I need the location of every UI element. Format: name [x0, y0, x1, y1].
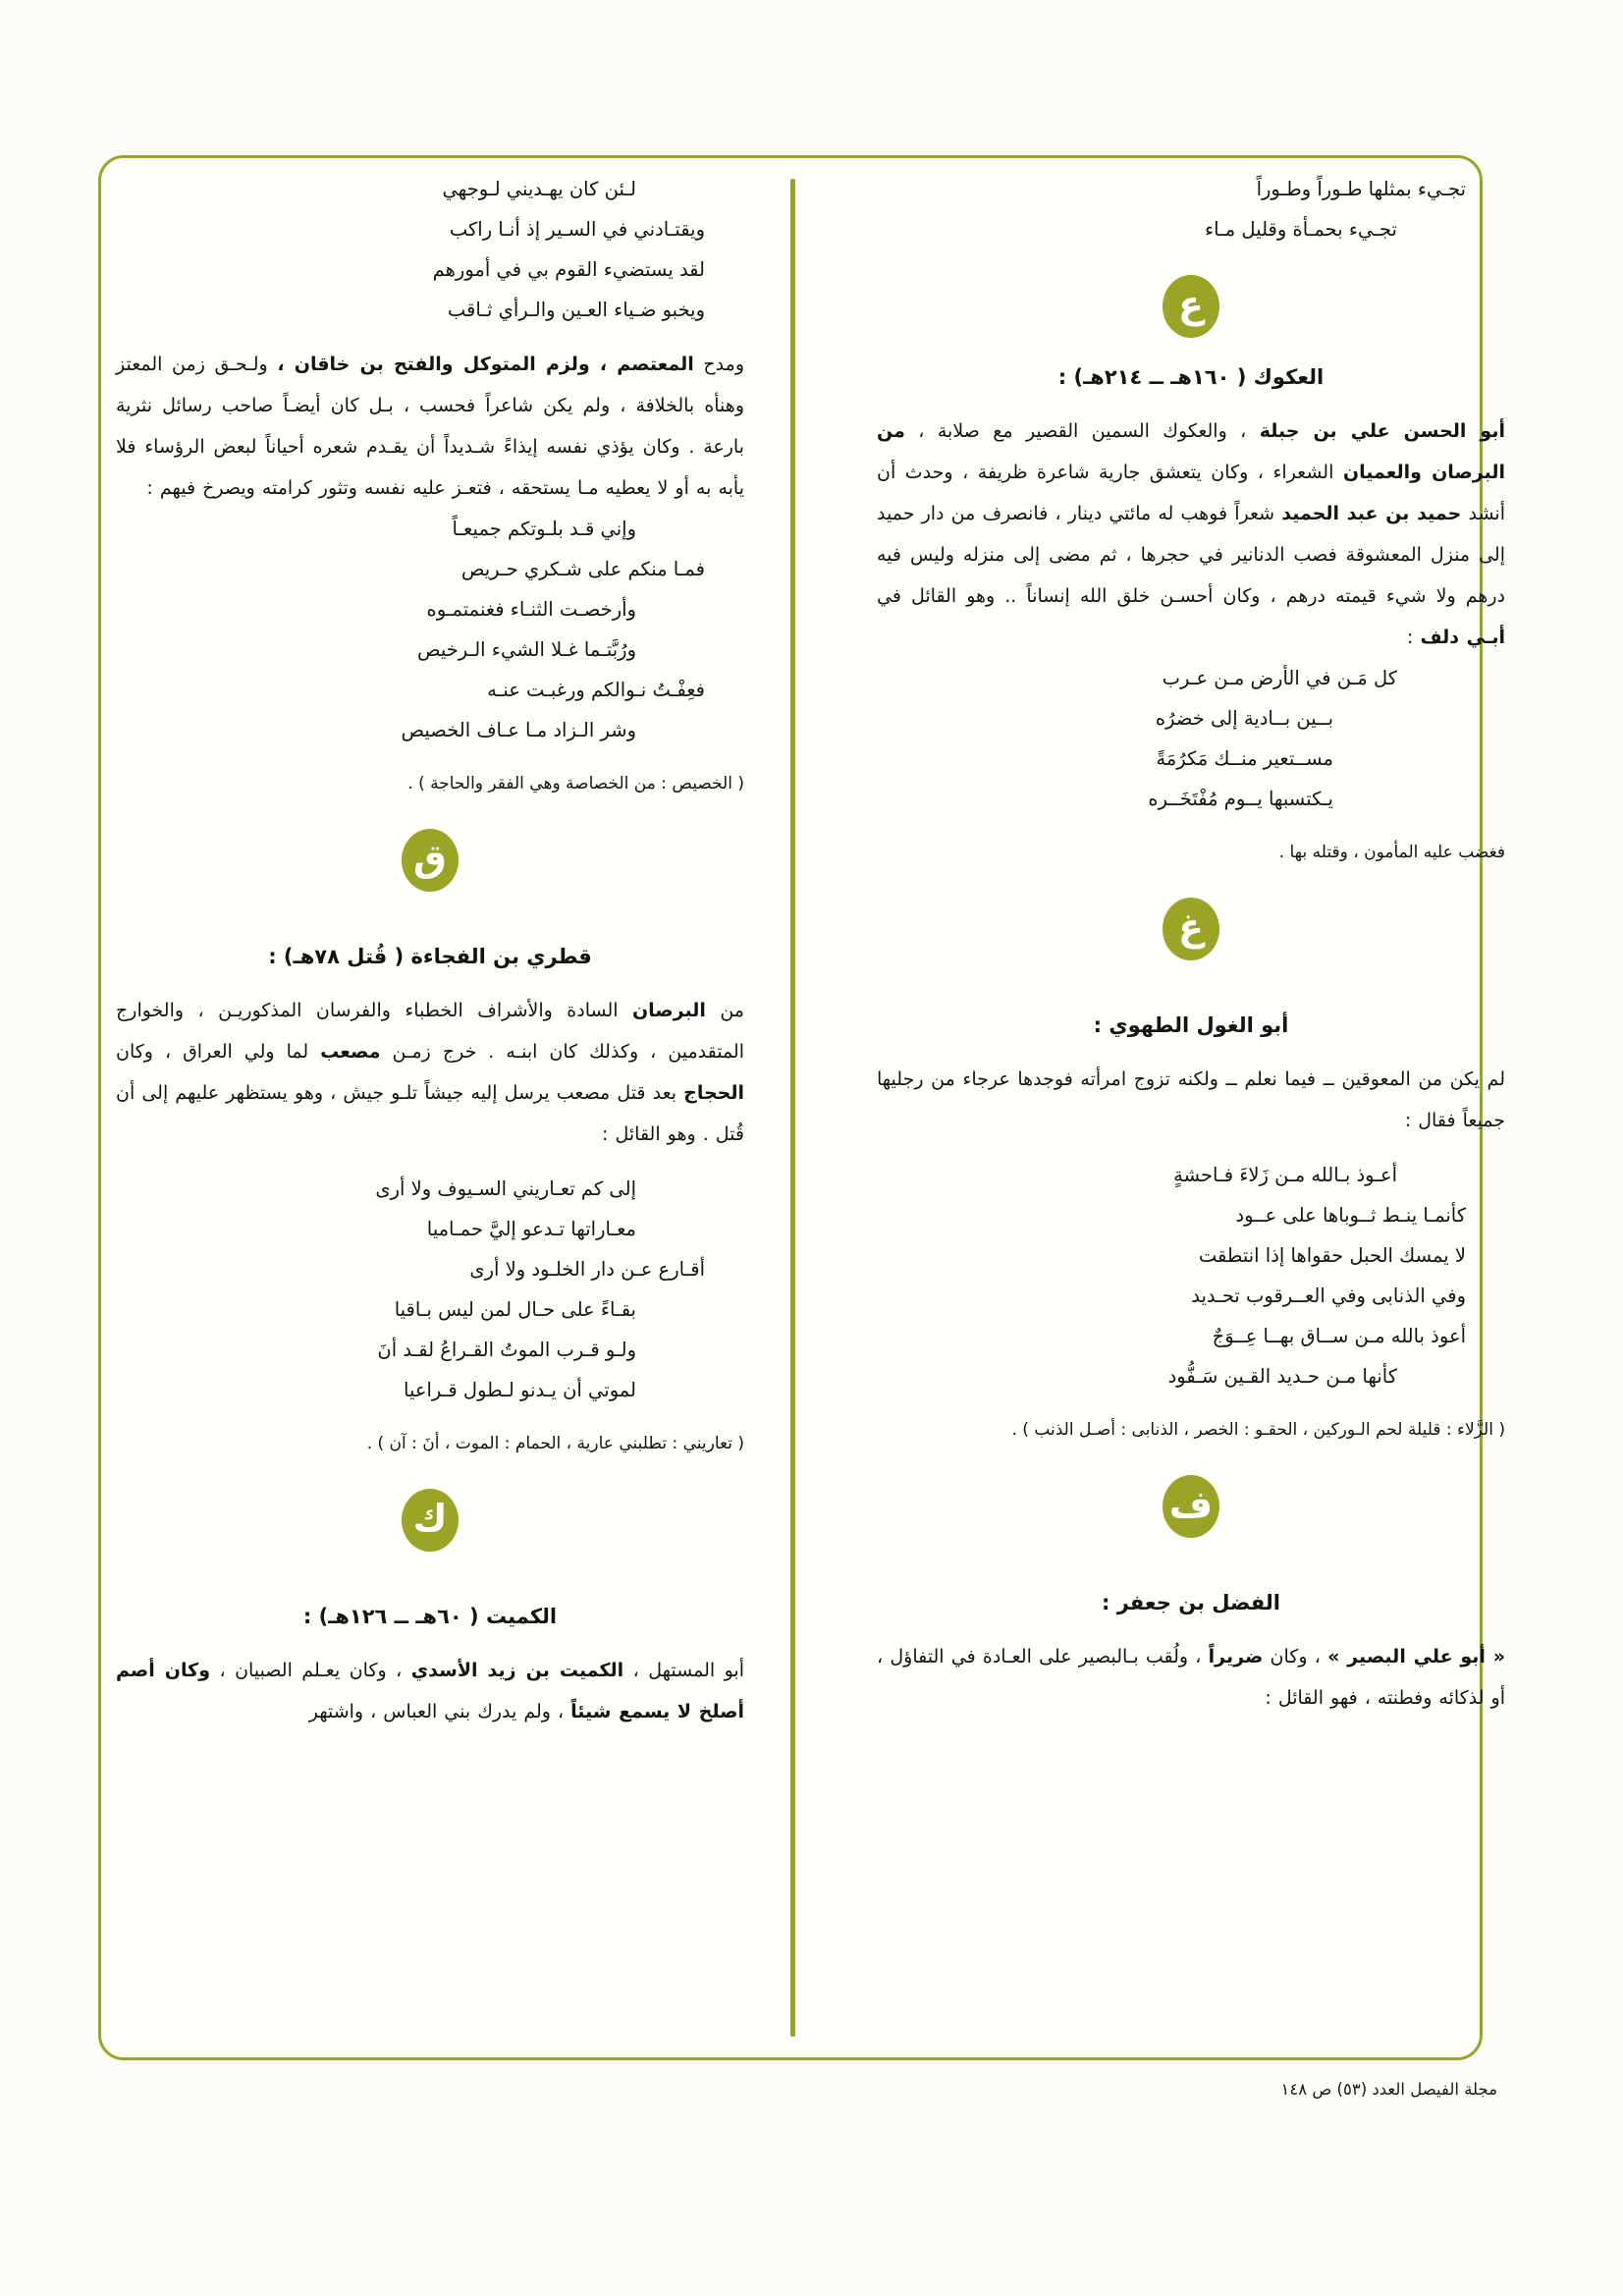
section-heading-ukuk: العكوك ( ١٦٠هـ ــ ٢١٤هـ) : [1057, 365, 1325, 389]
section-paragraph-ukuk [877, 410, 1505, 658]
verse-line: إلى كم تعـاريني السـيوف ولا أرى [375, 1177, 636, 1200]
verse-line: لقد يستضيء القوم بي في أمورهم [432, 258, 705, 281]
emphasis-text: مصعب [320, 1041, 381, 1063]
emphasis-text: حميد بن عبد الحميد [1281, 503, 1462, 524]
section-paragraph-qatari [116, 990, 744, 1155]
section-footnote-abu-alghoul: ( الزَّلاء : قليلة لحم الـوركين ، الحقـو : الخصر ، الذنابى : أصـل الذنب ) . [1011, 1420, 1505, 1440]
verse-line: أقـارع عـن دار الخلـود ولا أرى [469, 1258, 705, 1281]
section-heading-qatari: قطري بن الفجاءة ( قُتل ٧٨هـ) : [268, 945, 592, 968]
body-text: لما ولي العراق ، وكان [116, 1041, 321, 1063]
emphasis-text: البرصان [631, 1000, 706, 1021]
emphasis-text: وكان أصم أصلخ لا يسمع شيئاً [116, 1660, 744, 1722]
section-badge-ghain [877, 898, 1505, 960]
body-text: شعراً فوهب له مائتي دينار ، فانصرف من دار حميد إلى منزل المعشوقة فصب الدنانير في حجرها ، ثم مضى إلى منزله وليس فيه درهم ولا شيء قيمته درهم ، وكان أحسـن خلق الله إنساناً .. وهو القائل في [877, 503, 1505, 607]
section-paragraph-kumayt [116, 1650, 744, 1732]
body-text: من [705, 1000, 744, 1021]
verse-line: كأنمـا ينـط ثــوباها على عــود [1235, 1204, 1466, 1227]
section-paragraph-fadl [877, 1636, 1505, 1719]
body-text: ، وكان [1263, 1646, 1328, 1667]
body-text: ، والعكوك السمين القصير مع صلابة ، [904, 420, 1260, 442]
verse-line: وفي الذنابى وفي العــرقوب تحـديد [1191, 1285, 1466, 1307]
section-closing-ukuk: فغضب عليه المأمون ، وقتله بها . [1278, 843, 1505, 862]
section-heading-fadl: الفضل بن جعفر : [1102, 1591, 1280, 1614]
emphasis-text: أبـي دلف [1420, 627, 1505, 648]
verse-line: ويخبو ضـياء العـين والـرأي ثـاقب [447, 299, 705, 321]
verse-line: ورُبَّتـما غـلا الشيء الـرخيص [416, 638, 636, 661]
emphasis-text: من البرصان والعميان [877, 420, 1506, 483]
verse-line: وأرخصـت الثنـاء فغنمتمـوه [426, 598, 636, 621]
verse-line: وشر الـزاد مـا عـاف الخصيص [401, 719, 636, 741]
fa-letter-badge: ف [1163, 1475, 1219, 1538]
emphasis-text: الكميت بن زيد الأسدي [410, 1660, 624, 1681]
emphasis-text: المعتصم ، ولزم المتوكل والفتح بن خاقان ، [277, 354, 694, 375]
emphasis-text: ضريراً [1208, 1646, 1264, 1667]
right-column [877, 169, 1505, 1719]
ghain-letter-badge: غ [1163, 898, 1219, 960]
verse-line: فعِفْـتُ نـوالكم ورغبـت عنـه [487, 679, 705, 701]
kaf-letter-badge: ك [402, 1489, 459, 1552]
emphasis-text: « أبو علي البصير » [1327, 1646, 1505, 1667]
left-footnote-khaseess: ( الخصيص : من الخصاصة وهي الفقر والحاجة ) . [407, 774, 744, 793]
left-column [116, 169, 744, 1732]
body-text: أبو المستهل ، [623, 1660, 744, 1681]
body-text: السادة والأشراف الخطباء والفرسان المذكوريـن ، والخوارج المتقدمين ، وكذلك كان ابنـه . خرج زمـن [116, 1000, 744, 1063]
body-text: ، وكان يعـلم الصبيان ، [210, 1660, 411, 1681]
body-text: ، ولم يدرك بني العباس ، واشتهر [308, 1701, 571, 1722]
section-footnote-qatari: ( تعاريني : تطلبني عارية ، الحمام : الموت ، أنَ : آن ) . [366, 1434, 744, 1453]
section-heading-abu-alghoul: أبو الغول الطهوي : [1093, 1013, 1289, 1037]
emphasis-text: أبو الحسن علي بن جبلة [1259, 420, 1505, 442]
verse-line: فمـا منكم على شـكري حـريص [460, 558, 705, 580]
verse-line: كأنها مـن حـديد القـين سَـفُّود [1167, 1365, 1397, 1388]
verse-line: لـئن كان يهـديني لـوجهي [442, 178, 636, 200]
left-intro-paragraph [116, 344, 744, 509]
body-text: ومدح [693, 354, 744, 375]
body-text: ، ولُقب بـالبصير على العـادة في التفاؤل ، أو لذكائه وفطنته ، فهو القائل : [877, 1646, 1505, 1709]
verse-line: تجـيء بحمـأة وقليل مـاء [1204, 218, 1397, 241]
section-badge-kaf [116, 1489, 744, 1552]
section-heading-kumayt: الكميت ( ٦٠هـ ــ ١٢٦هـ) : [302, 1605, 558, 1628]
verse-line: يـكتسبها يــوم مُفْتَخَــره [1148, 788, 1333, 810]
body-text: ولـحـق زمن المعتز وهنأه بالخلافة ، ولم يكن شاعراً فحسب ، بـل كان أيضـاً صاحب رسائل نثرية بارعة . وكان يؤذي نفسه إيذاءً شـديداً أن يقـدم شعره أحياناً لبعض الرؤساء فلا يأبه به أو لا يعطيه مـا يستحقه ، فتعـز عليه نفسه وتثور كرامته ويصرخ فيهم : [116, 354, 744, 499]
body-text: الشعراء ، وكان يتعشق جارية شاعرة ظريفة ، وحدث أن أنشد [877, 462, 1505, 524]
page-source-footer: مجلة الفيصل العدد (٥٣) ص ١٤٨ [1280, 2080, 1497, 2099]
verse-line: كل مَـن في الأرض مـن عـرب [1162, 667, 1397, 689]
verse-line: تجـيء بمثلها طـوراً وطـوراً [1256, 178, 1466, 200]
qaf-letter-badge: ق [402, 829, 459, 892]
emphasis-text: الحجاج [683, 1082, 744, 1104]
verse-line: معـاراتها تـدعو إليَّ حمـاميا [426, 1218, 636, 1240]
section-paragraph-abu-alghoul: لم يكن من المعوقين ــ فيما نعلم ــ ولكنه تزوج امرأته فوجدها عرجاء من رجليها جميعاً فقال : [877, 1068, 1505, 1131]
verse-line: مســتعير منــك مَكرُمَةً [1156, 747, 1333, 770]
verse-line: لا يمسك الحبل حقواها إذا انتطقت [1198, 1244, 1466, 1267]
body-text: بعد قتل مصعب يرسل إليه جيشاً تلـو جيش ، وهو يستظهر عليهم إلى أن قُتل . وهو القائل : [116, 1082, 744, 1145]
section-badge-qaf [116, 829, 744, 892]
column-divider [790, 179, 795, 2037]
verse-line: بــين بــادية إلى خضرُه [1155, 707, 1333, 730]
verse-line: ويقتـادني في السـير إذ أنـا راكب [449, 218, 705, 241]
ain-letter-badge: ع [1163, 275, 1219, 338]
section-badge-fa [877, 1475, 1505, 1538]
section-badge-ain [877, 275, 1505, 338]
verse-line: ولـو قـرب الموتُ القـراعُ لقـد أنَ [377, 1339, 636, 1361]
verse-line: لموتي أن يـدنو لـطول قـراعيا [404, 1379, 636, 1401]
body-text: : [1407, 627, 1421, 648]
verse-line: أعوذ بالله مـن ســاق بهــا عِــوَجٌ [1212, 1325, 1466, 1347]
verse-line: وإني قـد بلـوتكم جميعـاً [452, 518, 636, 540]
verse-line: أعـوذ بـالله مـن زَلاءَ فـاحشةٍ [1173, 1164, 1397, 1186]
verse-line: بقـاءً على حـال لمن ليس بـاقيا [394, 1298, 636, 1321]
